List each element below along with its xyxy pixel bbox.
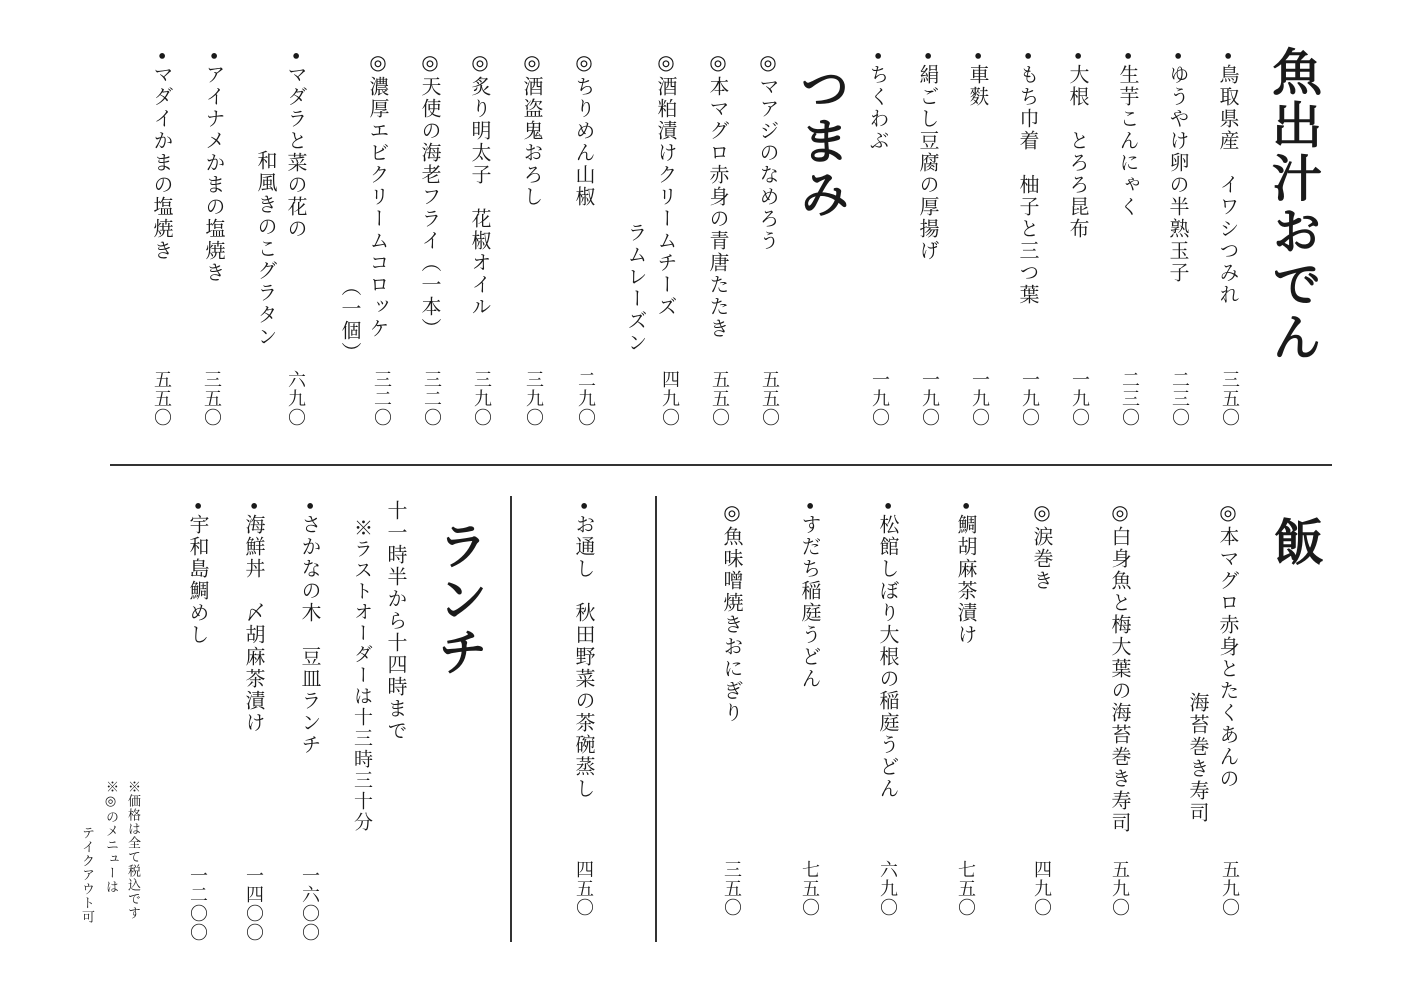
note-tax: ※価格は全て税込です (125, 780, 140, 920)
otoshi-name: •お通し 秋田野菜の茶碗蒸し (572, 500, 596, 800)
tsumami-item-price: 三九〇 (523, 370, 544, 427)
oden-item-name: •ゆうやけ卵の半熟玉子 (1166, 50, 1190, 284)
lunch-item-price: 一六〇〇 (299, 866, 320, 942)
otoshi-price: 四五〇 (573, 860, 594, 917)
oden-item-name: •大根 とろろ昆布 (1066, 50, 1090, 240)
oden-title: 魚出汁おでん (1264, 46, 1323, 364)
meshi-item-name: ◎本マグロ赤身とたくあんの (1216, 500, 1240, 790)
lunch-item-name: •さかなの木 豆皿ランチ (298, 500, 322, 756)
lunch-item-name: •宇和島鯛めし (186, 500, 210, 646)
oden-item-name: •絹ごし豆腐の厚揚げ (916, 50, 940, 262)
oden-item-name: •もち巾着 柚子と三つ葉 (1016, 50, 1040, 306)
oden-item-name: •ちくわぶ (866, 50, 890, 152)
tsumami-item-price: 三二〇 (371, 370, 392, 427)
tsumami-item-price: 六九〇 (285, 370, 306, 427)
meshi-item-price: 七五〇 (955, 860, 976, 917)
tsumami-item-price: 三五〇 (201, 370, 222, 427)
tsumami-item-price: 二九〇 (575, 370, 596, 427)
tsumami-item-sub: ラムレーズン (624, 222, 648, 354)
tsumami-item-price: 五五〇 (759, 370, 780, 427)
lunch-last-order: ※ラストオーダーは十三時三十分 (351, 518, 373, 833)
tsumami-item-price: 三二〇 (421, 370, 442, 427)
tsumami-item-price: 五五〇 (151, 370, 172, 427)
note-takeout: ※◎のメニューは (103, 780, 118, 894)
lunch-item-price: 一四〇〇 (243, 866, 264, 942)
tsumami-item-name: ◎天使の海老フライ（一本） (418, 50, 442, 340)
tsumami-title: つまみ (792, 62, 851, 221)
meshi-item-price: 三五〇 (721, 860, 742, 917)
tsumami-item-name: ◎本マグロ赤身の青唐たたき (706, 50, 730, 340)
tsumami-item-name: ◎炙り明太子 花椒オイル (468, 50, 492, 318)
tsumami-item-price: 三九〇 (471, 370, 492, 427)
tsumami-item-name: •マダラと菜の花の (284, 50, 308, 240)
meshi-title: 飯 (1266, 516, 1325, 569)
tsumami-item-name: ◎酒粕漬けクリームチーズ (654, 50, 678, 318)
lunch-title: ランチ (430, 520, 489, 679)
meshi-item-sub: 海苔巻き寿司 (1186, 692, 1210, 824)
lunch-hours: 十一時半から十四時まで (384, 500, 408, 742)
meshi-item-name: ◎魚味噌焼きおにぎり (720, 500, 744, 724)
tsumami-item-name: ◎酒盗鬼おろし (520, 50, 544, 208)
meshi-item-name: ◎涙巻き (1030, 500, 1054, 592)
vertical-divider-left (510, 496, 512, 942)
note-takeout-cont: テイクアウト可 (79, 826, 94, 924)
meshi-item-price: 七五〇 (799, 860, 820, 917)
vertical-divider-right (655, 496, 657, 942)
tsumami-item-name: ◎濃厚エビクリームコロッケ (366, 50, 390, 340)
oden-item-price: 二三〇 (1169, 370, 1190, 427)
oden-item-name: •車麩 (966, 50, 990, 108)
oden-item-price: 一九〇 (1069, 370, 1090, 427)
meshi-item-name: •鯛胡麻茶漬け (954, 500, 978, 646)
tsumami-item-name: •マダイかまの塩焼き (150, 50, 174, 262)
lunch-item-price: 一二〇〇 (187, 866, 208, 942)
tsumami-item-name: ◎マアジのなめろう (756, 50, 780, 252)
oden-item-price: 一九〇 (869, 370, 890, 427)
meshi-item-name: •松館しぼり大根の稲庭うどん (876, 500, 900, 800)
lunch-item-name: •海鮮丼 〆胡麻茶漬け (242, 500, 266, 734)
meshi-item-price: 五九〇 (1109, 860, 1130, 917)
oden-item-price: 一九〇 (969, 370, 990, 427)
horizontal-divider (110, 464, 1332, 466)
meshi-item-name: •すだち稲庭うどん (798, 500, 822, 690)
oden-item-price: 一九〇 (1019, 370, 1040, 427)
tsumami-item-name: •アイナメかまの塩焼き (202, 50, 226, 284)
tsumami-item-price: 四九〇 (659, 370, 680, 427)
tsumami-item-sub: 和風きのこグラタン (254, 150, 278, 348)
meshi-item-price: 六九〇 (877, 860, 898, 917)
tsumami-item-price: 五五〇 (709, 370, 730, 427)
meshi-item-price: 四九〇 (1031, 860, 1052, 917)
tsumami-item-sub: （一個） (338, 276, 362, 364)
meshi-item-name: ◎白身魚と梅大葉の海苔巻き寿司 (1108, 500, 1132, 834)
meshi-item-price: 五九〇 (1219, 860, 1240, 917)
tsumami-item-name: ◎ちりめん山椒 (572, 50, 596, 208)
oden-item-price: 一九〇 (919, 370, 940, 427)
oden-item-name: •生芋こんにゃく (1116, 50, 1140, 218)
oden-item-price: 二三〇 (1119, 370, 1140, 427)
oden-item-name: •鳥取県産 イワシつみれ (1216, 50, 1240, 306)
oden-item-price: 三五〇 (1219, 370, 1240, 427)
